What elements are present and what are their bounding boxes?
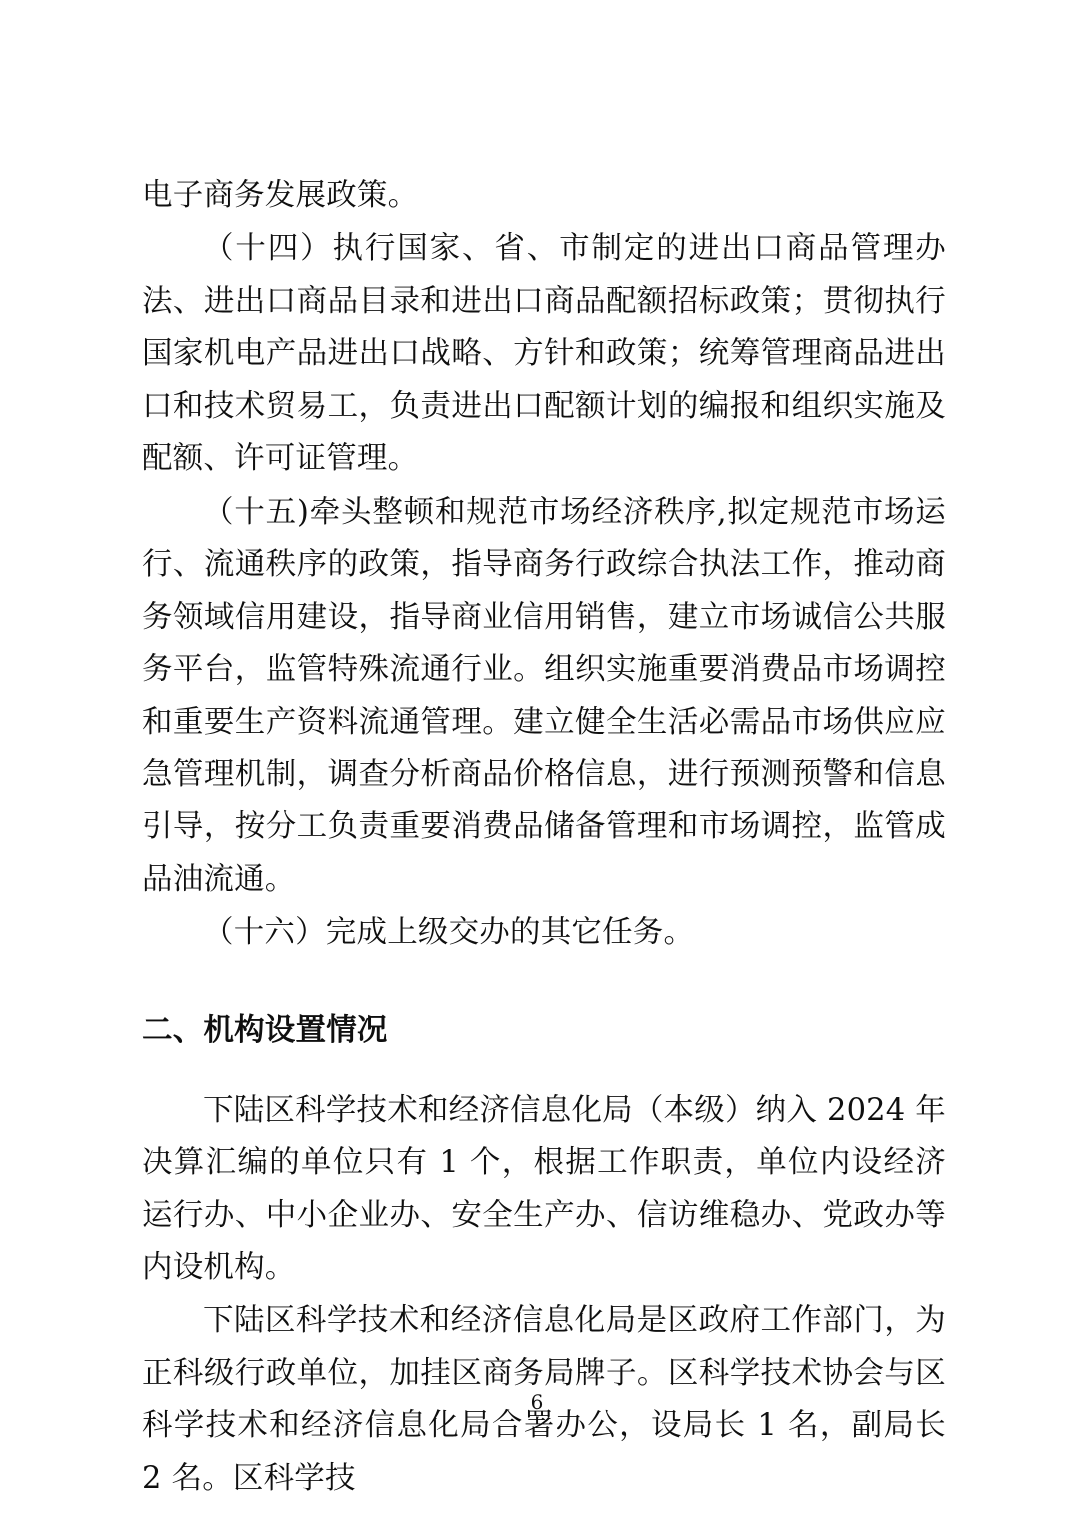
paragraph-continuation: 电子商务发展政策。 [142, 178, 419, 213]
paragraph-item-16: （十六）完成上级交办的其它任务。 [203, 915, 695, 951]
paragraph-item-14: （十四）执行国家、省、市制定的进出口商品管理办法、进出口商品目录和进出口商品配额招标政策；贯彻执行国家机电产品进出口战略、方针和政策；统筹管理商品进出口和技术贸易工，负责进出口配额计划的编报和组织实施及配额、许可证管理。 [142, 231, 946, 477]
paragraph-item-15: （十五)牵头整顿和规范市场经济秩序,拟定规范市场运行、流通秩序的政策，指导商务行政综合执法工作，推动商务领域信用建设，指导商业信用销售，建立市场诚信公共服务平台，监管特殊流通行业。组织实施重要消费品市场调控和重要生产资料流通管理。建立健全生活必需品市场供应应急管理机制，调查分析商品价格信息，进行预测预警和信息引导，按分工负责重要消费品储备管理和市场调控，监管成品油流通。 [142, 494, 946, 897]
paragraph-organization-2: 下陆区科学技术和经济信息化局是区政府工作部门，为正科级行政单位，加挂区商务局牌子。区科学技术协会与区科学技术和经济信息化局合署办公，设局长 1 名，副局长 2 名。区科学技 [142, 1303, 946, 1496]
page-number: 6 [530, 1390, 544, 1414]
paragraph-organization-1: 下陆区科学技术和经济信息化局（本级）纳入 2024 年决算汇编的单位只有 1 个，根据工作职责，单位内设经济运行办、中小企业办、安全生产办、信访维稳办、党政办等内设机构。 [142, 1092, 946, 1285]
section-heading-organization: 二、机构设置情况 [142, 1011, 388, 1048]
document-body [142, 170, 946, 1505]
